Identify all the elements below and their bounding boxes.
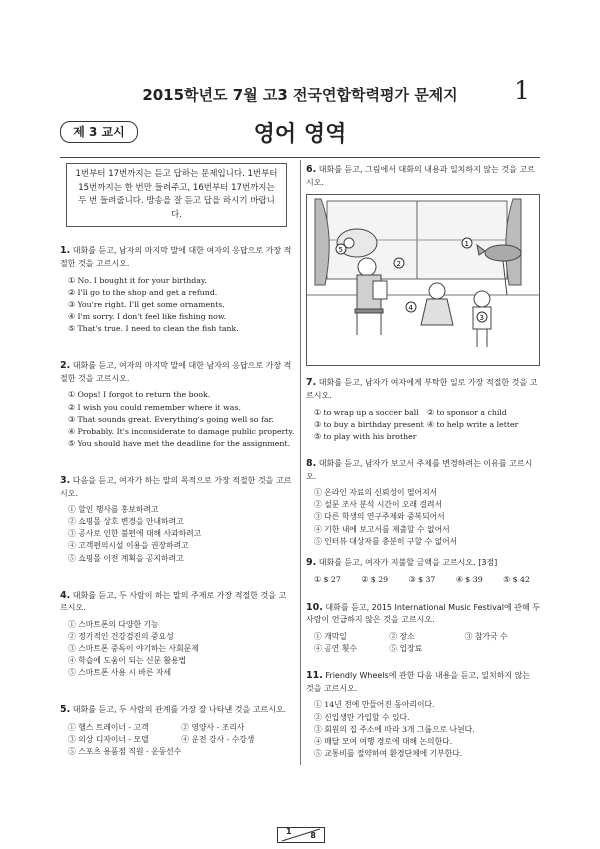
option: ④ Probably. It's inconsiderate to damage public property. <box>68 426 295 436</box>
footer-total-pages: 8 <box>310 831 316 840</box>
question-stem: 대화를 듣고, 여자의 마지막 말에 대한 남자의 응답으로 가장 적절한 것을 고르시오. <box>60 361 292 383</box>
question-4 <box>60 589 293 680</box>
question-number: 3. <box>60 474 71 486</box>
option: ③ 스마트폰 중독이 야기하는 사회문제 <box>68 644 199 654</box>
question-number: 6. <box>306 164 317 175</box>
option: ③ 다른 학생의 연구주제와 중복되어서 <box>314 512 445 522</box>
option: ③ 의상 디자이너 - 모델 <box>68 735 149 745</box>
option: ④ to help write a letter <box>427 419 519 429</box>
subject-title: 영어 영역 <box>253 122 347 147</box>
option: ② $ 29 <box>361 575 389 585</box>
question-number: 7. <box>306 377 317 389</box>
option: ③ 공사로 인한 불편에 대해 사과하려고 <box>68 529 202 539</box>
exam-title: 2015학년도 7월 고3 전국연합학력평가 문제지 <box>142 86 458 104</box>
option: ⑤ $ 42 <box>503 575 530 585</box>
question-stem: 대화를 듣고, 2015 International Music Festival에 관해 두 사람이 언급하지 않은 것을 고르시오. <box>306 602 540 625</box>
option: ⑤ 쇼핑몰 이전 계획을 공지하려고 <box>68 553 184 563</box>
option: ③ 참가국 수 <box>464 631 508 641</box>
question-8 <box>306 457 540 548</box>
column-divider <box>300 160 301 765</box>
option: ② 장소 <box>389 631 415 641</box>
option: ① 온라인 자료의 신뢰성이 떨어져서 <box>314 488 438 498</box>
option: ④ $ 39 <box>455 575 483 585</box>
question-number: 2. <box>60 360 71 372</box>
option: ④ 공연 횟수 <box>314 643 357 653</box>
question-2 <box>60 359 293 450</box>
question-1 <box>60 244 293 335</box>
dolphin-balloon <box>485 245 521 261</box>
option: ④ I'm sorry. I don't feel like fishing now. <box>68 311 227 321</box>
question-6 <box>306 163 540 366</box>
slash-divider <box>278 828 324 842</box>
option: ② I'll go to the shop and get a refund. <box>68 287 218 297</box>
option: ⑤ 입장료 <box>389 643 423 653</box>
header-rule <box>60 157 540 158</box>
option: ⑤ 스포츠 용품점 직원 - 운동선수 <box>68 747 182 757</box>
svg-text:5: 5 <box>338 246 343 255</box>
option: ③ $ 37 <box>408 575 436 585</box>
question-11 <box>306 669 540 760</box>
svg-text:2: 2 <box>396 260 401 269</box>
question-stem: 대화를 듣고, 남자가 여자에게 부탁한 일로 가장 적절한 것을 고르시오. <box>306 378 538 401</box>
right-column <box>306 163 540 760</box>
option: ④ 운전 강사 - 수강생 <box>181 735 255 745</box>
footer-page-indicator <box>277 827 325 843</box>
option: ⑤ 인터뷰 대상자를 충분히 구할 수 없어서 <box>314 536 458 546</box>
option: ⑤ 교통비를 절약하여 환경단체에 기부한다. <box>314 748 463 758</box>
option: ④ 기한 내에 보고서를 제출할 수 없어서 <box>314 524 450 534</box>
question-10 <box>306 601 540 656</box>
question-3 <box>60 474 293 565</box>
option: ⑤ You should have met the deadline for the assignment. <box>68 438 291 448</box>
option: ④ 학습에 도움이 되는 신문 활용법 <box>68 656 187 666</box>
question-stem: 대화를 듣고, 두 사람의 관계를 가장 잘 나타낸 것을 고르시오. <box>72 705 287 715</box>
classroom-illustration <box>306 194 540 366</box>
option: ③ to buy a birthday present <box>314 419 424 429</box>
question-stem: 대화를 듣고, 남자의 마지막 말에 대한 여자의 응답으로 가장 적절한 것을 고르시오. <box>60 246 292 269</box>
option: ② I wish you could remember where it was. <box>68 402 241 412</box>
option: ③ That sounds great. Everything's going well so far. <box>68 414 274 424</box>
question-stem: 다음을 듣고, 여자가 하는 말의 목적으로 가장 적절한 것을 고르시오. <box>60 475 292 498</box>
footer-current-page: 1 <box>286 827 292 836</box>
question-number: 11. <box>306 670 323 682</box>
question-number: 8. <box>306 457 317 469</box>
question-stem: Friendly Wheels에 관한 다음 내용을 듣고, 일치하지 않는 것을 고르시오. <box>306 671 531 693</box>
question-number: 4. <box>60 589 71 601</box>
question-number: 10. <box>306 601 323 613</box>
option: ⑤ to play with his brother <box>314 431 417 441</box>
listening-instructions: 1번부터 17번까지는 듣고 답하는 문제입니다. 1번부터 15번까지는 한 번만 들려주고, 16번부터 17번까지는 두 번 들려줍니다. 방송을 잘 듣고 답을 하시기 바랍니다. <box>66 163 287 227</box>
option: ① 스마트폰의 다양한 기능 <box>68 619 159 629</box>
question-9 <box>306 556 540 587</box>
question-7 <box>306 376 540 443</box>
option: ① 14년 전에 만들어진 동아리이다. <box>314 700 435 710</box>
page-number: 1 <box>514 76 530 105</box>
option: ① 할인 행사를 홍보하려고 <box>68 505 159 515</box>
question-stem: 대화를 듣고, 남자가 보고서 주제를 변경하려는 이유를 고르시오. <box>306 458 533 481</box>
question-stem: 대화를 듣고, 두 사람이 하는 말의 주제로 가장 적절한 것을 고르시오. <box>60 590 287 613</box>
svg-text:3: 3 <box>479 314 484 323</box>
option: ② to sponsor a child <box>427 407 507 417</box>
question-number: 5. <box>60 704 71 716</box>
option: ① to wrap up a soccer ball <box>314 407 419 417</box>
option: ② 쇼핑몰 상호 변경을 안내하려고 <box>68 517 184 527</box>
illustration-drawing <box>307 195 539 365</box>
option: ⑤ That's true. I need to clean the fish tank. <box>68 324 239 334</box>
option: ③ 회원의 집 주소에 따라 3개 그룹으로 나뉜다. <box>314 724 475 734</box>
girl <box>421 299 453 325</box>
option: ① Oops! I forgot to return the book. <box>68 390 211 400</box>
option: ② 설문 조사 분석 시간이 오래 걸려서 <box>314 500 443 510</box>
svg-text:1: 1 <box>464 240 469 249</box>
option: ① 헬스 트레이너 - 고객 <box>68 723 149 733</box>
period-badge: 제 3 교시 <box>60 121 138 143</box>
option: ① No. I bought it for your birthday. <box>68 275 207 285</box>
question-stem: 대화를 듣고, 여자가 지불할 금액을 고르시오. [3점] <box>318 557 498 567</box>
option: ② 영양사 - 조리사 <box>181 723 245 733</box>
option: ④ 매달 모여 여행 경로에 대해 논의한다. <box>314 736 453 746</box>
question-number: 9. <box>306 556 317 568</box>
option: ① 개막일 <box>314 631 347 641</box>
question-5 <box>60 703 293 758</box>
option: ④ 고객편의시설 이용을 권장하려고 <box>68 541 189 551</box>
left-column <box>60 163 293 758</box>
svg-text:4: 4 <box>408 304 413 313</box>
option: ⑤ 스마트폰 사용 시 바른 자세 <box>68 668 172 678</box>
question-number: 1. <box>60 245 71 257</box>
book <box>373 281 387 299</box>
option: ② 정기적인 건강검진의 중요성 <box>68 632 174 642</box>
option: ① $ 27 <box>314 575 341 585</box>
question-stem: 대화를 듣고, 그림에서 대화의 내용과 일치하지 않는 것을 고르시오. <box>306 165 535 187</box>
option: ② 신입생만 가입할 수 있다. <box>314 712 410 722</box>
option: ③ You're right. I'll get some ornaments. <box>68 299 225 309</box>
